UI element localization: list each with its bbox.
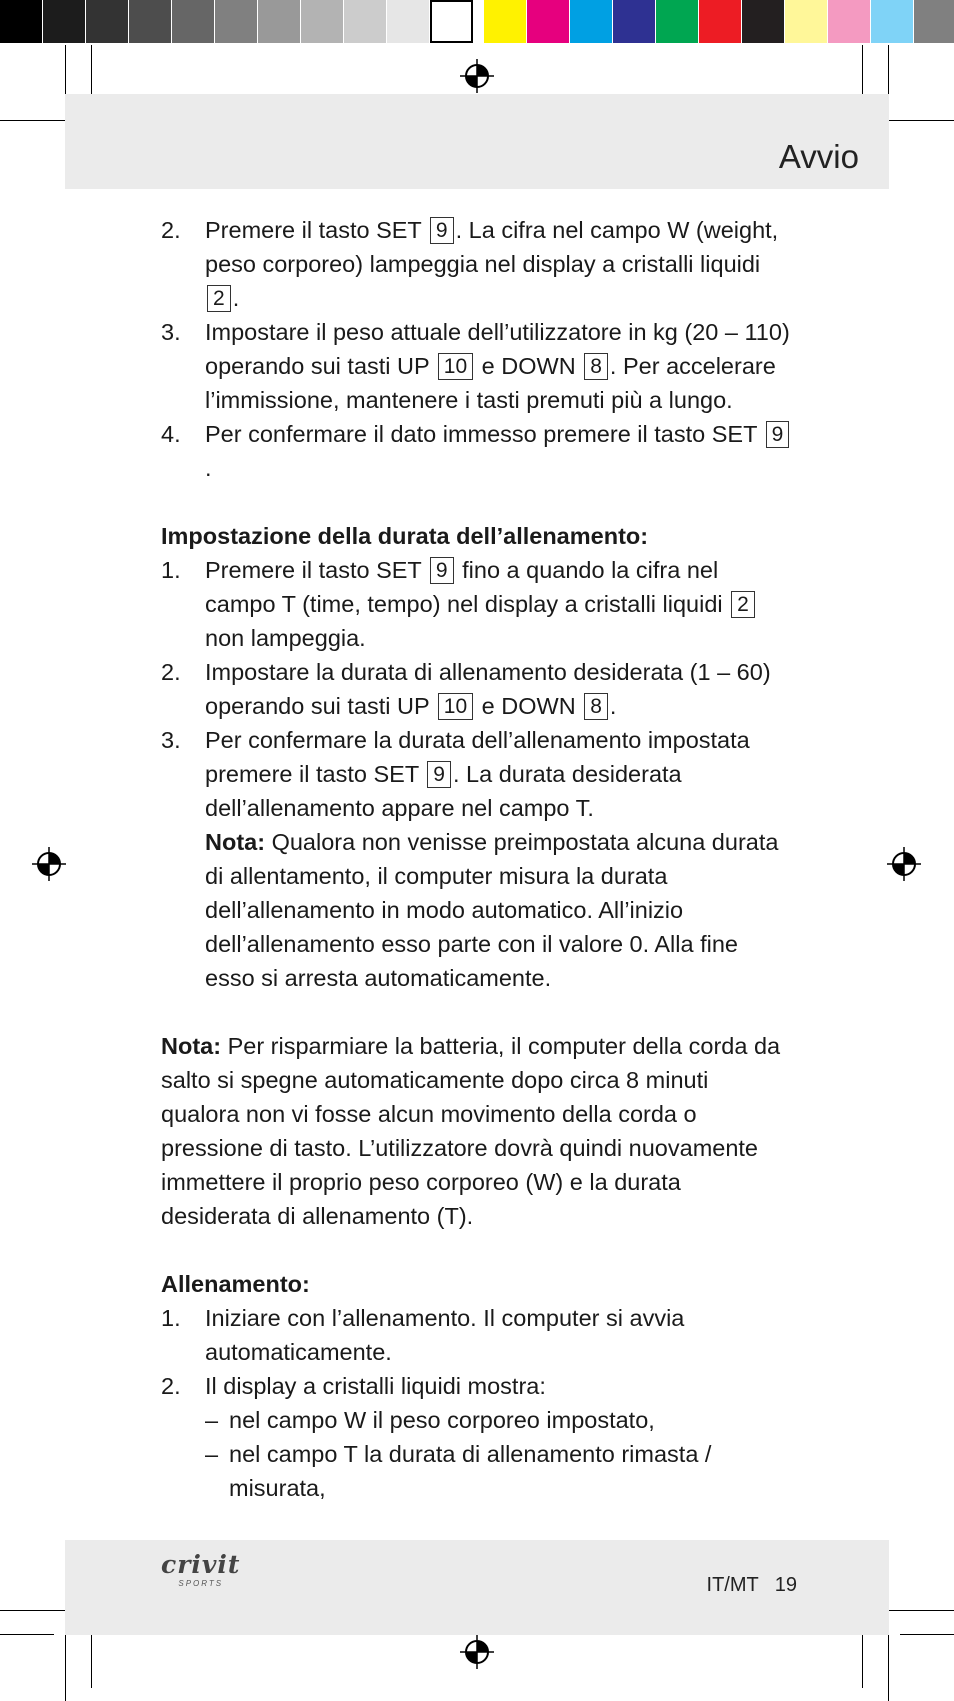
list-number: 2. — [161, 217, 181, 243]
logo-subtitle: SPORTS — [178, 1579, 224, 1588]
part-ref-badge: 9 — [430, 557, 454, 584]
note-text: Qualora non venisse preimpostata alcuna durata di allentamento, il computer misura la durata dell’allenamento in modo automatico. All’inizio dell’allenamento esso parte con il valore 0. Alla fine esso si arresta automaticamente. — [205, 829, 779, 991]
list-number: 2. — [161, 1373, 181, 1399]
list-number: 3. — [161, 727, 181, 753]
note-label: Nota: — [205, 829, 266, 855]
list-number: 3. — [161, 319, 181, 345]
color-swatch — [699, 0, 742, 43]
list-item — [161, 1301, 793, 1369]
list-item — [161, 723, 793, 995]
crop-mark — [862, 1628, 863, 1688]
page-title: Avvio — [778, 138, 859, 175]
color-swatch — [0, 0, 43, 43]
registration-mark-icon — [887, 847, 921, 881]
page-number: 19 — [774, 1574, 797, 1596]
list-number: 1. — [161, 1305, 181, 1331]
color-swatch — [258, 0, 301, 43]
part-ref-badge: 10 — [438, 693, 473, 720]
color-swatch — [172, 0, 215, 43]
color-swatch — [430, 0, 473, 43]
list-text: Per confermare la durata dell’allenamento impostata premere il tasto SET 9 . La durata desiderata dell’allenamento appare nel campo T. Nota: Qualora non venisse preimpostata alcuna durata di allentamento, il computer misura la durata dell’allenamento in modo automatico. All’inizio dell’allenamento esso parte con il valore 0. Alla fine esso si arresta automaticamente. — [205, 727, 779, 991]
color-swatch — [871, 0, 914, 43]
note-text: Per risparmiare la batteria, il computer della corda da salto si spegne automaticamente dopo circa 8 minuti qualora non vi fosse alcun movimento della corda o pressione di tasto. L’utilizzatore dovrà quindi nuovamente immettere il proprio peso corporeo (W) e la durata desiderata di allenamento (T). — [161, 1033, 781, 1229]
brand-logo — [161, 1550, 240, 1588]
list-item — [161, 553, 793, 655]
color-swatch — [387, 0, 430, 43]
part-ref-badge: 2 — [207, 285, 231, 312]
list-text: Iniziare con l’allenamento. Il computer si avvia automaticamente. — [205, 1305, 685, 1365]
list-text: Il display a cristalli liquidi mostra: — [205, 1373, 546, 1399]
color-swatch — [86, 0, 129, 43]
list-number: 4. — [161, 421, 181, 447]
color-swatch — [344, 0, 387, 43]
part-ref-badge: 8 — [584, 693, 608, 720]
dash-bullet: – — [205, 1407, 219, 1433]
list-text: Premere il tasto SET 9 fino a quando la cifra nel campo T (time, tempo) nel display a cristalli liquidi 2 non lampeggia. — [205, 553, 793, 655]
color-swatch — [301, 0, 344, 43]
page-header — [65, 94, 889, 189]
list-number: 1. — [161, 557, 181, 583]
section-heading-duration: Impostazione della durata dell’allenamento: — [161, 523, 649, 549]
crop-mark — [91, 1628, 92, 1688]
color-swatch — [527, 0, 570, 43]
list-item — [161, 315, 793, 417]
crop-mark — [65, 45, 66, 100]
list-text: Impostare il peso attuale dell’utilizzatore in kg (20 – 110) operando sui tasti UP 10 e DOWN 8 . Per accelerare l’immissione, mantenere i tasti premuti più a lungo. — [205, 319, 790, 413]
color-swatch — [656, 0, 699, 43]
sub-list-item — [161, 1437, 793, 1505]
list-item — [161, 1369, 793, 1403]
page-info — [707, 1574, 797, 1597]
crop-mark — [0, 120, 72, 121]
print-color-bar — [0, 0, 954, 45]
crop-mark — [65, 1628, 66, 1701]
color-swatch — [828, 0, 871, 43]
note-label: Nota: — [161, 1033, 222, 1059]
crop-mark — [882, 1610, 954, 1611]
crop-mark — [900, 1634, 954, 1635]
locale-label: IT/MT — [706, 1574, 759, 1596]
crop-mark — [0, 1634, 54, 1635]
logo-wordmark: crivit — [161, 1550, 241, 1579]
color-swatch — [785, 0, 828, 43]
registration-mark-icon — [460, 59, 494, 93]
list-text: Impostare la durata di allenamento desiderata (1 – 60) operando sui tasti UP 10 e DOWN 8 . — [205, 659, 771, 719]
part-ref-badge: 9 — [430, 217, 454, 244]
part-ref-badge: 8 — [584, 353, 608, 380]
registration-mark-icon — [32, 847, 66, 881]
list-item — [161, 213, 793, 315]
color-swatch — [613, 0, 656, 43]
crop-mark — [882, 120, 954, 121]
crop-mark — [888, 1628, 889, 1701]
color-swatch — [129, 0, 172, 43]
color-swatch — [570, 0, 613, 43]
battery-note — [161, 1029, 793, 1233]
registration-mark-icon — [460, 1635, 494, 1669]
crop-mark — [91, 45, 92, 100]
part-ref-badge: 10 — [438, 353, 473, 380]
training-list — [161, 1301, 793, 1505]
section-heading-training: Allenamento: — [161, 1271, 310, 1297]
list-number: 2. — [161, 659, 181, 685]
color-swatch — [215, 0, 258, 43]
part-ref-badge: 2 — [731, 591, 755, 618]
sub-list-item — [161, 1403, 793, 1437]
list-item — [161, 417, 793, 485]
page-content — [161, 213, 793, 1505]
crop-mark — [862, 45, 863, 100]
color-swatch — [742, 0, 785, 43]
sub-list-text: nel campo T la durata di allenamento rimasta / misurata, — [229, 1441, 712, 1501]
color-swatch — [914, 0, 954, 43]
page-footer — [65, 1540, 889, 1635]
duration-list — [161, 553, 793, 995]
part-ref-badge: 9 — [766, 421, 790, 448]
part-ref-badge: 9 — [427, 761, 451, 788]
list-text: Per confermare il dato immesso premere il tasto SET 9. — [205, 417, 793, 485]
dash-bullet: – — [205, 1441, 219, 1467]
crop-mark — [888, 45, 889, 100]
intro-list — [161, 213, 793, 485]
list-item — [161, 655, 793, 723]
sub-list-text: nel campo W il peso corporeo impostato, — [229, 1407, 655, 1433]
color-swatch — [43, 0, 86, 43]
crop-mark — [0, 1610, 72, 1611]
color-swatch — [484, 0, 527, 43]
list-text: Premere il tasto SET 9 . La cifra nel campo W (weight, peso corporeo) lampeggia nel display a cristalli liquidi 2 . — [205, 217, 779, 311]
